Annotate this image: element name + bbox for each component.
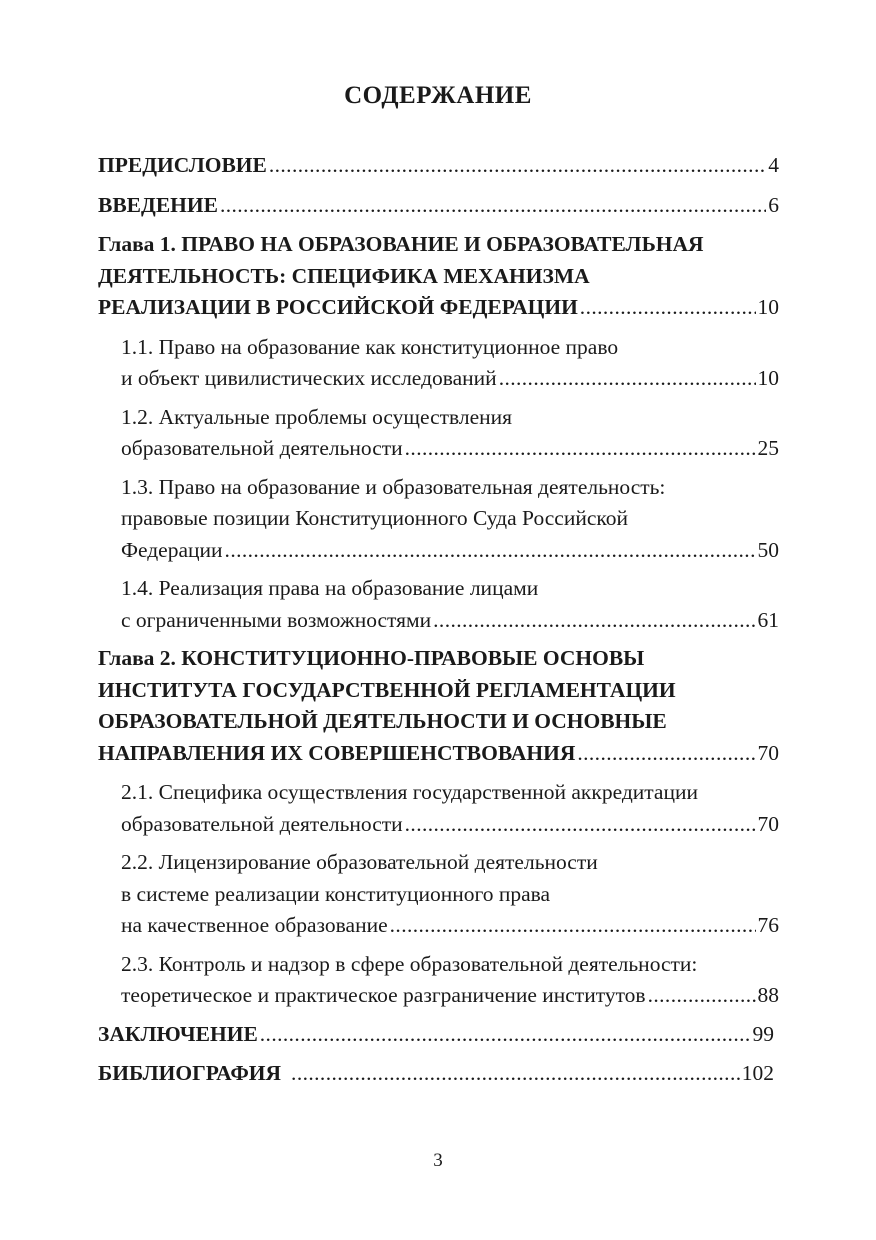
toc-page-number: 10 <box>757 366 779 390</box>
toc-entry-line: 1.4. Реализация права на образование лицами <box>121 576 539 600</box>
toc-page-number: 102 <box>741 1061 774 1085</box>
toc-entry-chapter-2[interactable] <box>98 643 779 769</box>
toc-entry-title: Федерации <box>121 537 223 562</box>
toc-entry-title: БИБЛИОГРАФИЯ <box>98 1061 282 1085</box>
toc-page-number: 70 <box>757 811 779 836</box>
toc-entry-line: ОБРАЗОВАТЕЛЬНОЙ ДЕЯТЕЛЬНОСТИ И ОСНОВНЫЕ <box>98 709 667 733</box>
dot-leader <box>291 1058 740 1090</box>
toc-entry-bibliography[interactable] <box>98 1058 774 1090</box>
toc-entry-title: НАПРАВЛЕНИЯ ИХ СОВЕРШЕНСТВОВАНИЯ <box>98 740 576 765</box>
dot-leader <box>433 605 755 637</box>
dot-leader <box>220 190 766 222</box>
dot-leader <box>499 363 756 395</box>
toc-page-number: 10 <box>757 295 779 319</box>
toc-entry-conclusion[interactable] <box>98 1019 774 1051</box>
dot-leader <box>269 150 766 182</box>
toc-entry-section-1-2[interactable] <box>98 402 779 465</box>
toc-entry-section-2-2[interactable] <box>98 847 779 942</box>
toc-entry-chapter-1[interactable] <box>98 229 779 324</box>
dot-leader <box>405 433 756 465</box>
toc-entry-title: образовательной деятельности <box>121 436 403 460</box>
toc-entry-section-1-1[interactable] <box>98 332 779 395</box>
toc-entry-section-2-3[interactable] <box>98 949 779 1012</box>
toc-entry-title: ЗАКЛЮЧЕНИЕ <box>98 1021 258 1046</box>
dot-leader <box>260 1019 751 1051</box>
toc-entry-section-2-1[interactable] <box>98 777 779 840</box>
toc-entry-line: 1.3. Право на образование и образовательная деятельность: <box>121 474 666 499</box>
toc-page-number: 6 <box>768 192 779 217</box>
toc-entry-line: 1.2. Актуальные проблемы осуществления <box>121 404 513 429</box>
toc-entry-introduction[interactable] <box>98 190 779 222</box>
toc-page-number: 70 <box>757 740 779 765</box>
toc-page-number: 61 <box>757 607 779 632</box>
dot-leader <box>225 535 756 567</box>
toc-entry-line: 2.2. Лицензирование образовательной деятельности <box>121 850 598 874</box>
toc-entry-title: на качественное образование <box>121 913 388 937</box>
toc-page-number: 25 <box>757 436 779 460</box>
toc-page-number: 76 <box>757 913 779 937</box>
dot-leader <box>577 738 755 770</box>
toc-page-number: 99 <box>752 1021 774 1046</box>
toc-entry-title: с ограниченными возможностями <box>121 607 432 632</box>
toc-entry-line: 2.1. Специфика осуществления государственной аккредитации <box>121 780 698 804</box>
toc-entry-line: 2.3. Контроль и надзор в сфере образовательной деятельности: <box>121 951 698 976</box>
toc-entry-line: правовые позиции Конституционного Суда Российской <box>121 506 628 530</box>
toc-page-number: 50 <box>757 537 779 562</box>
toc-page-number: 88 <box>757 983 779 1007</box>
table-of-contents <box>98 150 779 1098</box>
page-number: 3 <box>433 1150 443 1171</box>
toc-entry-title: образовательной деятельности <box>121 811 403 836</box>
toc-entry-title: РЕАЛИЗАЦИИ В РОССИЙСКОЙ ФЕДЕРАЦИИ <box>98 295 578 319</box>
dot-leader <box>580 292 756 324</box>
dot-leader <box>405 809 756 841</box>
dot-leader <box>390 910 756 942</box>
toc-entry-line: ИНСТИТУТА ГОСУДАРСТВЕННОЙ РЕГЛАМЕНТАЦИИ <box>98 677 676 702</box>
toc-page-number: 4 <box>768 153 779 177</box>
toc-entry-title: теоретическое и практическое разграничение институтов <box>121 983 646 1007</box>
toc-entry-section-1-3[interactable] <box>98 472 779 567</box>
dot-leader <box>648 980 756 1012</box>
toc-entry-title: ПРЕДИСЛОВИЕ <box>98 153 267 177</box>
toc-entry-section-1-4[interactable] <box>98 573 779 636</box>
toc-entry-line: в системе реализации конституционного права <box>121 881 551 906</box>
toc-entry-preface[interactable] <box>98 150 779 182</box>
page-title: СОДЕРЖАНИЕ <box>344 82 532 109</box>
toc-entry-line: Глава 1. ПРАВО НА ОБРАЗОВАНИЕ И ОБРАЗОВАТЕЛЬНАЯ <box>98 232 704 256</box>
toc-entry-title: и объект цивилистических исследований <box>121 366 497 390</box>
toc-entry-title: ВВЕДЕНИЕ <box>98 192 218 217</box>
toc-entry-line: 1.1. Право на образование как конституционное право <box>121 334 619 359</box>
toc-entry-line: ДЕЯТЕЛЬНОСТЬ: СПЕЦИФИКА МЕХАНИЗМА <box>98 263 590 288</box>
toc-entry-line: Глава 2. КОНСТИТУЦИОННО-ПРАВОВЫЕ ОСНОВЫ <box>98 646 645 670</box>
